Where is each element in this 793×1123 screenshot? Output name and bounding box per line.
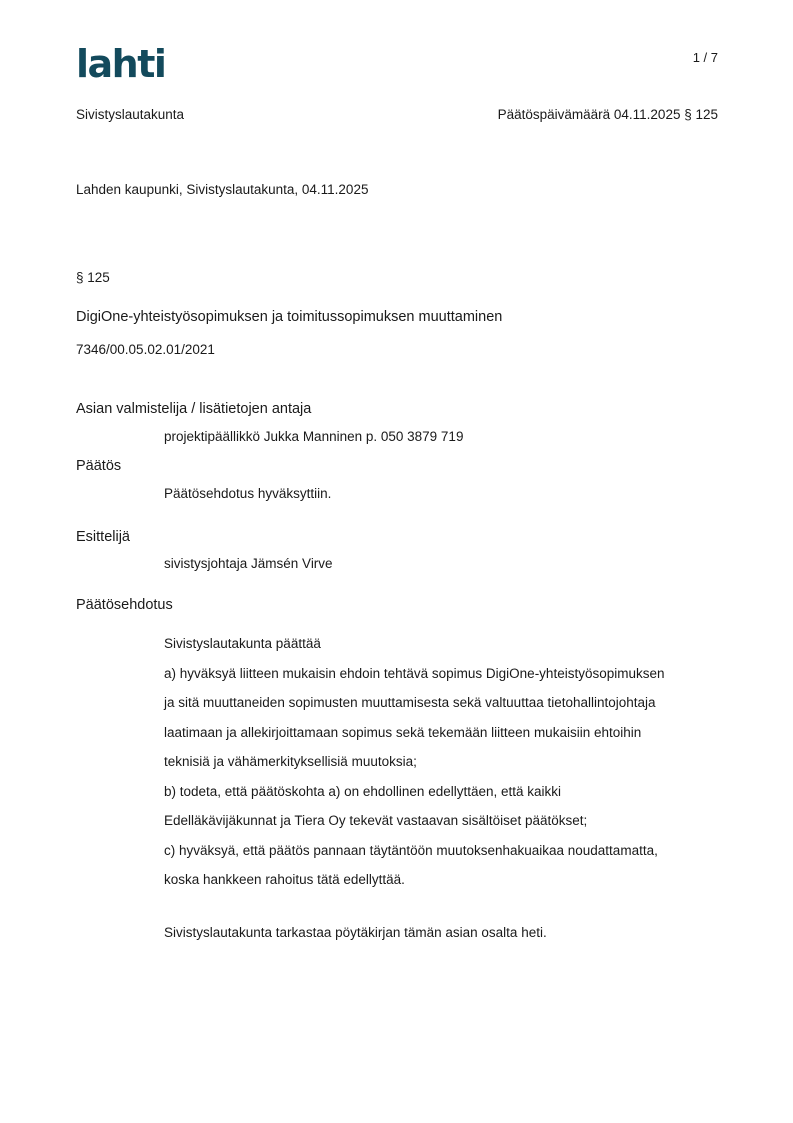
document-subject: DigiOne-yhteistyösopimuksen ja toimitussopimuksen muuttaminen (76, 309, 503, 325)
meeting-line: Lahden kaupunki, Sivistyslautakunta, 04.11.2025 (76, 182, 369, 197)
proposal-line: Edelläkävijäkunnat ja Tiera Oy tekevät vastaavan sisältöiset päätökset; (164, 813, 588, 828)
decision-heading: Päätös (76, 458, 122, 474)
lahti-logo (76, 45, 168, 83)
header-organization: Sivistyslautakunta (76, 107, 185, 122)
presenter-value: sivistysjohtaja Jämsén Virve (164, 556, 333, 571)
proposal-line: a) hyväksyä liitteen mukaisin ehdoin tehtävä sopimus DigiOne-yhteistyösopimuksen (164, 665, 665, 681)
proposal-line: c) hyväksyä, että päätös pannaan täytäntöön muutoksenhakuaikaa noudattamatta, (164, 842, 658, 858)
header-decision-date: Päätöspäivämäärä 04.11.2025 § 125 (497, 107, 718, 122)
decision-value: Päätösehdotus hyväksyttiin. (164, 486, 332, 501)
section-number: § 125 (76, 270, 110, 285)
preparer-heading: Asian valmistelija / lisätietojen antaja (76, 401, 312, 417)
preparer-value: projektipäällikkö Jukka Manninen p. 050 3879 719 (164, 429, 464, 444)
proposal-line: koska hankkeen rahoitus tätä edellyttää. (164, 872, 405, 887)
proposal-line: ja sitä muuttaneiden sopimusten muuttamisesta sekä valtuuttaa tietohallintojohtaja (164, 695, 656, 710)
proposal-line: Sivistyslautakunta päättää (164, 636, 321, 651)
proposal-line: teknisiä ja vähämerkityksellisiä muutoksia; (164, 754, 417, 769)
svg-text:lahti: lahti (76, 45, 166, 83)
proposal-body (164, 629, 724, 895)
proposal-line: laatimaan ja allekirjoittamaan sopimus sekä tekemään liitteen mukaisiin ehtoihin (164, 724, 642, 740)
presenter-heading: Esittelijä (76, 529, 130, 545)
record-id: 7346/00.05.02.01/2021 (76, 342, 215, 357)
proposal-closing: Sivistyslautakunta tarkastaa pöytäkirjan tämän asian osalta heti. (164, 925, 547, 940)
proposal-heading: Päätösehdotus (76, 597, 173, 613)
proposal-line: b) todeta, että päätöskohta a) on ehdollinen edellyttäen, että kaikki (164, 783, 562, 799)
page-number: 1 / 7 (692, 50, 718, 65)
